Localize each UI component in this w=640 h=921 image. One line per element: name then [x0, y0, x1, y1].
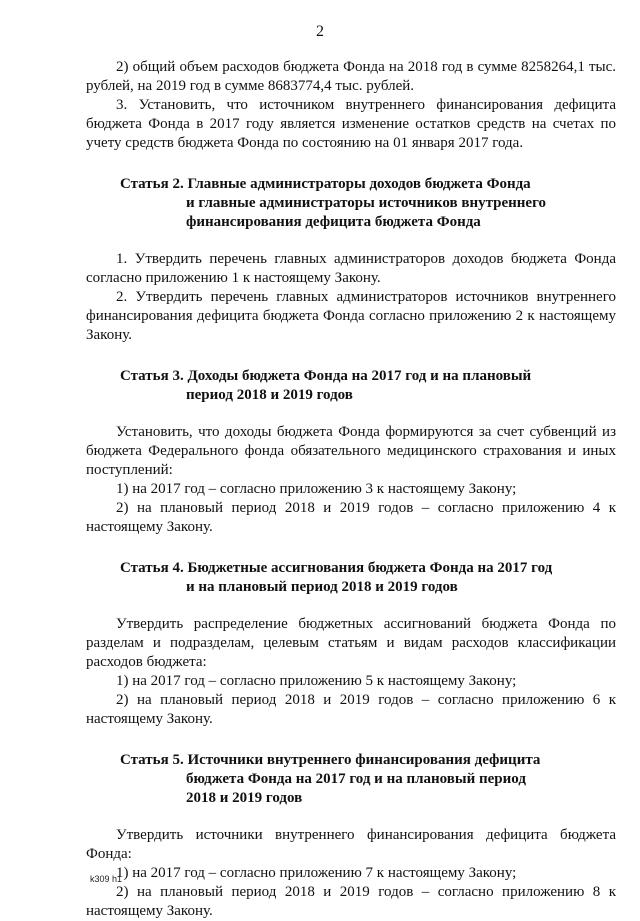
article-heading-line: Статья 5. Источники внутреннего финансирования дефицита	[120, 752, 541, 768]
article-paragraph: Утвердить источники внутреннего финансирования дефицита бюджета Фонда:	[86, 827, 616, 862]
article-paragraph: Утвердить распределение бюджетных ассигнований бюджета Фонда по разделам и подразделам, целевым статьям и видам расходов классификации расходов бюджета:	[86, 616, 616, 670]
article-paragraph: 1) на 2017 год – согласно приложению 7 к настоящему Закону;	[116, 865, 517, 881]
article-paragraph: 1) на 2017 год – согласно приложению 3 к настоящему Закону;	[116, 481, 517, 497]
article-heading-line: и на плановый период 2018 и 2019 годов	[186, 579, 458, 595]
article-heading-line: Статья 3. Доходы бюджета Фонда на 2017 год и на плановый	[120, 368, 532, 384]
article-heading	[86, 175, 616, 232]
article-heading-line: Статья 4. Бюджетные ассигнования бюджета Фонда на 2017 год	[120, 560, 553, 576]
article-paragraph: 1. Утвердить перечень главных администраторов доходов бюджета Фонда согласно приложению 1 к настоящему Закону.	[86, 251, 616, 286]
article-paragraph: 2) на плановый период 2018 и 2019 годов – согласно приложению 6 к настоящему Закону.	[86, 692, 616, 727]
article-heading-line: Статья 2. Главные администраторы доходов бюджета Фонда	[120, 176, 531, 192]
article-heading	[86, 367, 616, 405]
article-paragraph: 2) на плановый период 2018 и 2019 годов – согласно приложению 8 к настоящему Закону.	[86, 884, 616, 919]
article-heading	[86, 559, 616, 597]
article-heading-line: финансирования дефицита бюджета Фонда	[186, 214, 481, 230]
document-code: k309 h1	[90, 874, 123, 884]
article-heading-line: и главные администраторы источников внутреннего	[186, 195, 547, 211]
article-heading-line: период 2018 и 2019 годов	[186, 387, 353, 403]
document-body	[86, 58, 616, 921]
article-paragraph: 2. Утвердить перечень главных администраторов источников внутреннего финансирования дефицита бюджета Фонда согласно приложению 2 к настоящему Закону.	[86, 289, 616, 343]
intro-paragraph: 2) общий объем расходов бюджета Фонда на 2018 год в сумме 8258264,1 тыс. рублей, на 2019 год в сумме 8683774,4 тыс. рублей.	[86, 59, 616, 94]
article-paragraph: 2) на плановый период 2018 и 2019 годов – согласно приложению 4 к настоящему Закону.	[86, 500, 616, 535]
article-heading-line: бюджета Фонда на 2017 год и на плановый период	[186, 771, 526, 787]
article-heading-line: 2018 и 2019 годов	[186, 790, 303, 806]
article-paragraph: 1) на 2017 год – согласно приложению 5 к настоящему Закону;	[116, 673, 517, 689]
article-paragraph: Установить, что доходы бюджета Фонда формируются за счет субвенций из бюджета Федерального фонда обязательного медицинского страхования и иных поступлений:	[86, 424, 616, 478]
article-heading	[86, 751, 616, 808]
page-number: 2	[316, 23, 324, 40]
intro-paragraph: 3. Установить, что источником внутреннего финансирования дефицита бюджета Фонда в 2017 году является изменение остатков средств на счетах по учету средств бюджета Фонда по состоянию на 01 января 2017 года.	[86, 97, 616, 151]
